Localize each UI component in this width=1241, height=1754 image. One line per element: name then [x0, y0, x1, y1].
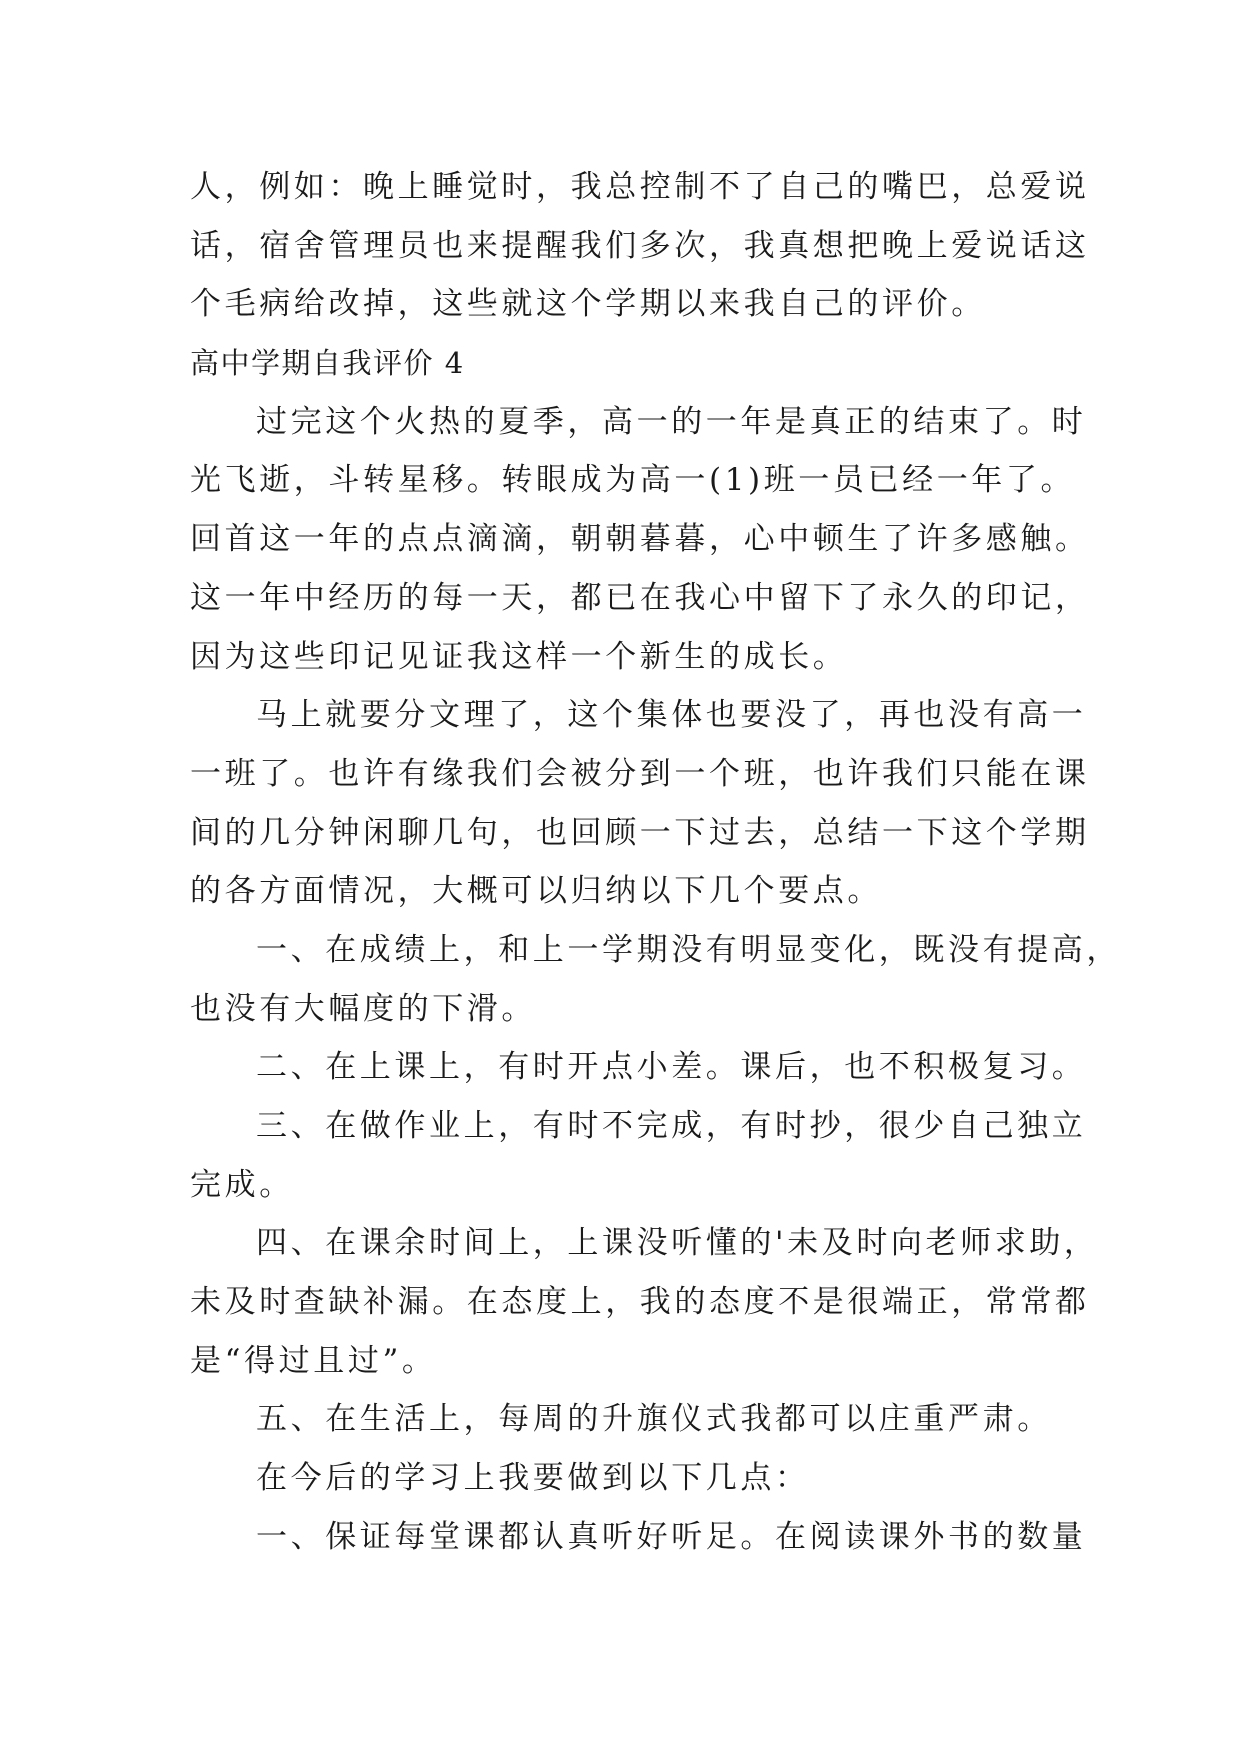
paragraph-first-line: 四、在课余时间上，上课没听懂的'未及时向老师求助， — [256, 1225, 1099, 1262]
text-line: 未及时查缺补漏。在态度上，我的态度不是很端正，常常都 — [190, 1284, 1090, 1321]
text-line: 间的几分钟闲聊几句，也回顾一下过去，总结一下这个学期 — [190, 814, 1090, 851]
paragraph-first-line: 五、在生活上，每周的升旗仪式我都可以庄重严肃。 — [256, 1401, 1052, 1438]
text-line: 个毛病给改掉，这些就这个学期以来我自己的评价。 — [190, 286, 986, 323]
paragraph-first-line: 过完这个火热的夏季，高一的一年是真正的结束了。时 — [256, 403, 1087, 440]
text-line: 也没有大幅度的下滑。 — [190, 990, 536, 1027]
text-line: 完成。 — [190, 1166, 294, 1203]
text-line: 话，宿舍管理员也来提醒我们多次，我真想把晚上爱说话这 — [190, 227, 1090, 264]
text-line: 的各方面情况，大概可以归纳以下几个要点。 — [190, 873, 882, 910]
text-line: 人，例如：晚上睡觉时，我总控制不了自己的嘴巴，总爱说 — [190, 169, 1090, 205]
paragraph-first-line: 马上就要分文理了，这个集体也要没了，再也没有高一 — [256, 697, 1087, 734]
text-line: 一班了。也许有缘我们会被分到一个班，也许我们只能在课 — [190, 755, 1090, 792]
paragraph-first-line: 三、在做作业上，有时不完成，有时抄，很少自己独立 — [256, 1108, 1087, 1144]
text-line: 这一年中经历的每一天，都已在我心中留下了永久的印记， — [190, 579, 1090, 616]
document-body — [190, 158, 1121, 1567]
paragraph-first-line: 一、在成绩上，和上一学期没有明显变化，既没有提高， — [256, 931, 1121, 968]
paragraph-first-line: 一、保证每堂课都认真听好听足。在阅读课外书的数量 — [256, 1518, 1087, 1555]
text-line: 光飞逝，斗转星移。转眼成为高一(1)班一员已经一年了。 — [190, 462, 1076, 499]
paragraph-first-line: 在今后的学习上我要做到以下几点： — [256, 1460, 810, 1497]
text-line: 因为这些印记见证我这样一个新生的成长。 — [190, 638, 848, 675]
section-heading: 高中学期自我评价 4 — [190, 346, 465, 381]
text-line: 回首这一年的点点滴滴，朝朝暮暮，心中顿生了许多感触。 — [190, 521, 1090, 558]
paragraph-first-line: 二、在上课上，有时开点小差。课后，也不积极复习。 — [256, 1049, 1087, 1086]
text-line: 是“得过且过”。 — [190, 1342, 437, 1379]
